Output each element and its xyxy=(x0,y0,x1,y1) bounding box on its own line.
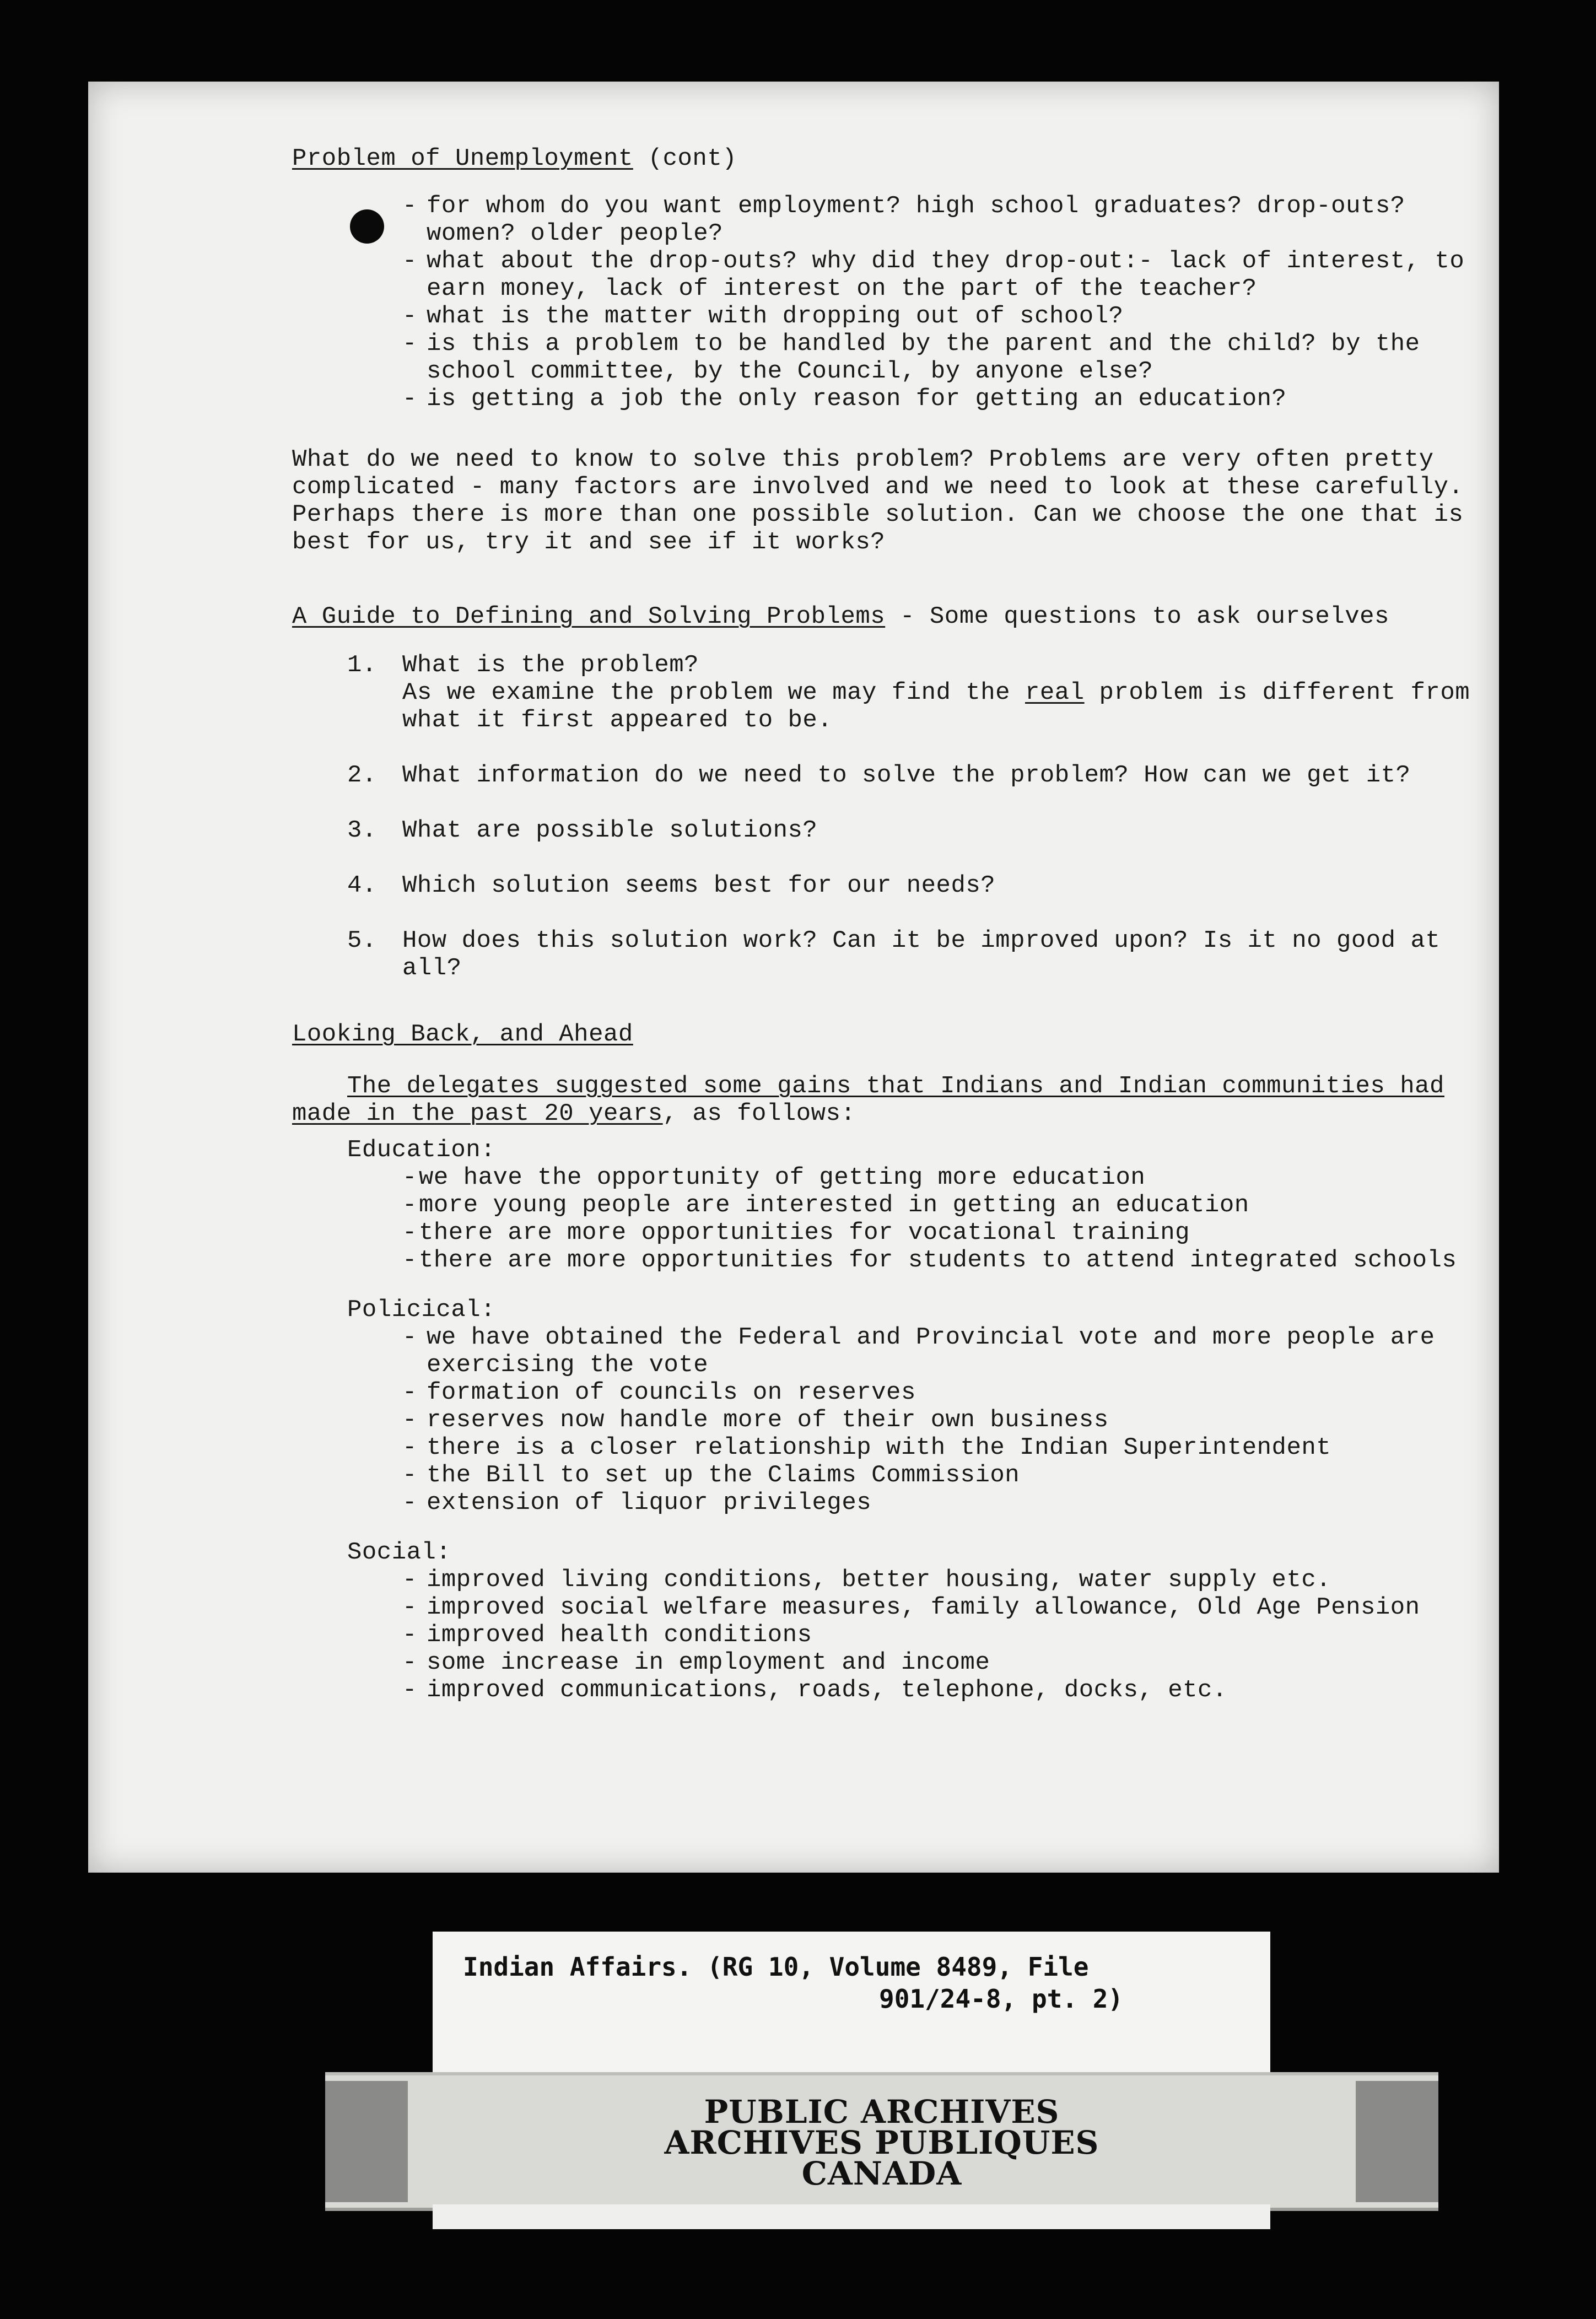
dash-bullet: - xyxy=(402,1164,417,1191)
list-item xyxy=(402,1406,1477,1434)
paragraph-delegates xyxy=(292,1072,1477,1128)
dash-bullet: - xyxy=(402,1434,417,1461)
list-item xyxy=(402,1219,1477,1247)
delegates-suffix: , as follows: xyxy=(662,1100,856,1128)
list-item-text: what about the drop-outs? why did they drop-out:- lack of interest, to earn money, lack of interest on the part of the teacher? xyxy=(427,247,1465,303)
list-item xyxy=(402,1164,1477,1191)
list-item-text: for whom do you want employment? high school graduates? drop-outs? women? older people? xyxy=(427,192,1405,247)
dash-bullet: - xyxy=(402,192,417,220)
political-label: Policical: xyxy=(347,1296,496,1324)
step-number: 1. xyxy=(347,651,377,679)
stamp-line3: CANADA xyxy=(801,2155,962,2192)
stamp-line2: ARCHIVES PUBLIQUES xyxy=(664,2124,1099,2161)
dash-bullet: - xyxy=(402,1621,417,1649)
list-item xyxy=(402,303,1477,330)
list-item-text: improved living conditions, better housing, water supply etc. xyxy=(427,1566,1331,1594)
list-item xyxy=(402,247,1477,303)
list-item xyxy=(402,385,1477,413)
step-text xyxy=(402,651,1477,734)
list-item-text: more young people are interested in getting an education xyxy=(419,1191,1249,1219)
archive-card-lower-edge xyxy=(433,2204,1270,2229)
dash-bullet: - xyxy=(402,1676,417,1704)
paragraph-solve-problem: What do we need to know to solve this problem? Problems are very often pretty complicated - many factors are involved and we need to look at these carefully. Perhaps there is more than one possible solution. Can we choose the one that is best for us, try it and see if it works? xyxy=(292,446,1464,556)
dash-bullet: - xyxy=(402,247,417,275)
dash-bullet: - xyxy=(402,1379,417,1406)
heading-looking-back xyxy=(292,1021,1477,1048)
heading-guide-suffix: - Some questions to ask ourselves xyxy=(885,603,1389,630)
heading-guide-defining-solving xyxy=(292,603,1477,630)
list-item xyxy=(402,1247,1477,1274)
intro-question-list xyxy=(402,192,1477,413)
list-item-text: there are more opportunities for vocational training xyxy=(419,1219,1190,1247)
list-item-text: is this a problem to be handled by the parent and the child? by the school committee, by the Council, by anyone else? xyxy=(427,330,1420,385)
list-item xyxy=(402,1676,1477,1704)
list-item-text: what is the matter with dropping out of school? xyxy=(427,303,1124,330)
dash-bullet: - xyxy=(402,1489,417,1517)
list-item xyxy=(402,1621,1477,1649)
step-number: 5. xyxy=(347,927,377,954)
list-item xyxy=(347,927,1477,982)
list-item-text: improved health conditions xyxy=(427,1621,812,1649)
list-item-text: formation of councils on reserves xyxy=(427,1379,916,1406)
list-item xyxy=(402,1594,1477,1621)
list-item-text: there are more opportunities for students to attend integrated schools xyxy=(419,1247,1457,1274)
step-number: 4. xyxy=(347,872,377,899)
step-text: Which solution seems best for our needs? xyxy=(402,872,996,899)
archive-reference-line1: Indian Affairs. (RG 10, Volume 8489, File xyxy=(463,1952,1089,1982)
list-item-text: extension of liquor privileges xyxy=(427,1489,872,1517)
education-label: Education: xyxy=(347,1136,496,1164)
step-detail-emphasis: real xyxy=(1025,679,1085,707)
list-item xyxy=(402,1649,1477,1676)
dash-bullet: - xyxy=(402,385,417,413)
list-item-text: we have obtained the Federal and Provincial vote and more people are exercising the vote xyxy=(427,1324,1435,1379)
step-text: How does this solution work? Can it be improved upon? Is it no good at all? xyxy=(402,927,1441,982)
public-archives-stamp xyxy=(325,2072,1438,2211)
list-item xyxy=(402,1566,1477,1594)
list-item xyxy=(402,1461,1477,1489)
list-item xyxy=(347,872,1477,899)
list-item xyxy=(402,330,1477,385)
list-item xyxy=(402,1489,1477,1517)
list-item xyxy=(347,651,1477,734)
heading-problem-of-unemployment xyxy=(292,145,1477,172)
list-item-text: is getting a job the only reason for getting an education? xyxy=(427,385,1287,413)
political-list xyxy=(402,1324,1477,1517)
numbered-steps-list xyxy=(347,651,1477,982)
heading-guide-title: A Guide to Defining and Solving Problems xyxy=(292,603,886,630)
archive-reference-line2: 901/24-8, pt. 2) xyxy=(879,1984,1124,2014)
step-number: 3. xyxy=(347,817,377,844)
list-item xyxy=(347,762,1477,789)
heading-cont-suffix: (cont) xyxy=(633,145,737,172)
list-item xyxy=(347,817,1477,844)
social-list xyxy=(402,1566,1477,1704)
education-list xyxy=(402,1164,1477,1274)
dash-bullet: - xyxy=(402,1649,417,1676)
step-question: What is the problem? xyxy=(402,651,699,679)
dash-bullet: - xyxy=(402,1566,417,1594)
delegates-underlined-text: The delegates suggested some gains that Indians and Indian communities had made in the past 20 years xyxy=(292,1072,1444,1128)
dash-bullet: - xyxy=(402,1191,417,1219)
list-item-text: some increase in employment and income xyxy=(427,1649,990,1676)
dash-bullet: - xyxy=(402,1594,417,1621)
stamp-line1: PUBLIC ARCHIVES xyxy=(704,2093,1060,2131)
step-detail-pre: As we examine the problem we may find the xyxy=(402,679,1025,707)
step-text: What information do we need to solve the problem? How can we get it? xyxy=(402,762,1411,789)
step-number: 2. xyxy=(347,762,377,789)
list-item-text: the Bill to set up the Claims Commission xyxy=(427,1461,1020,1489)
archive-reference-text xyxy=(463,1951,1245,2015)
social-label: Social: xyxy=(347,1539,451,1566)
step-detail-post: problem is different from what it first appeared to be. xyxy=(402,679,1470,734)
dash-bullet: - xyxy=(402,303,417,330)
list-item xyxy=(402,1379,1477,1406)
step-text: What are possible solutions? xyxy=(402,817,818,844)
list-item-text: reserves now handle more of their own business xyxy=(427,1406,1109,1434)
heading-problem-of-unemployment-title: Problem of Unemployment xyxy=(292,145,633,172)
list-item xyxy=(402,1324,1477,1379)
stamp-text xyxy=(325,2093,1438,2192)
list-item-text: improved social welfare measures, family allowance, Old Age Pension xyxy=(427,1594,1420,1621)
dash-bullet: - xyxy=(402,1406,417,1434)
dash-bullet: - xyxy=(402,1461,417,1489)
document-page xyxy=(88,82,1499,1873)
list-item xyxy=(402,1434,1477,1461)
dash-bullet: - xyxy=(402,1324,417,1351)
list-item xyxy=(402,192,1477,247)
dash-bullet: - xyxy=(402,330,417,358)
list-item xyxy=(402,1191,1477,1219)
list-item-text: there is a closer relationship with the Indian Superintendent xyxy=(427,1434,1331,1461)
dash-bullet: - xyxy=(402,1219,417,1247)
typed-text-body xyxy=(292,145,1477,1704)
heading-looking-back-title: Looking Back, and Ahead xyxy=(292,1021,633,1048)
list-item-text: we have the opportunity of getting more education xyxy=(419,1164,1146,1191)
list-item-text: improved communications, roads, telephone, docks, etc. xyxy=(427,1676,1227,1704)
dash-bullet: - xyxy=(402,1247,417,1274)
